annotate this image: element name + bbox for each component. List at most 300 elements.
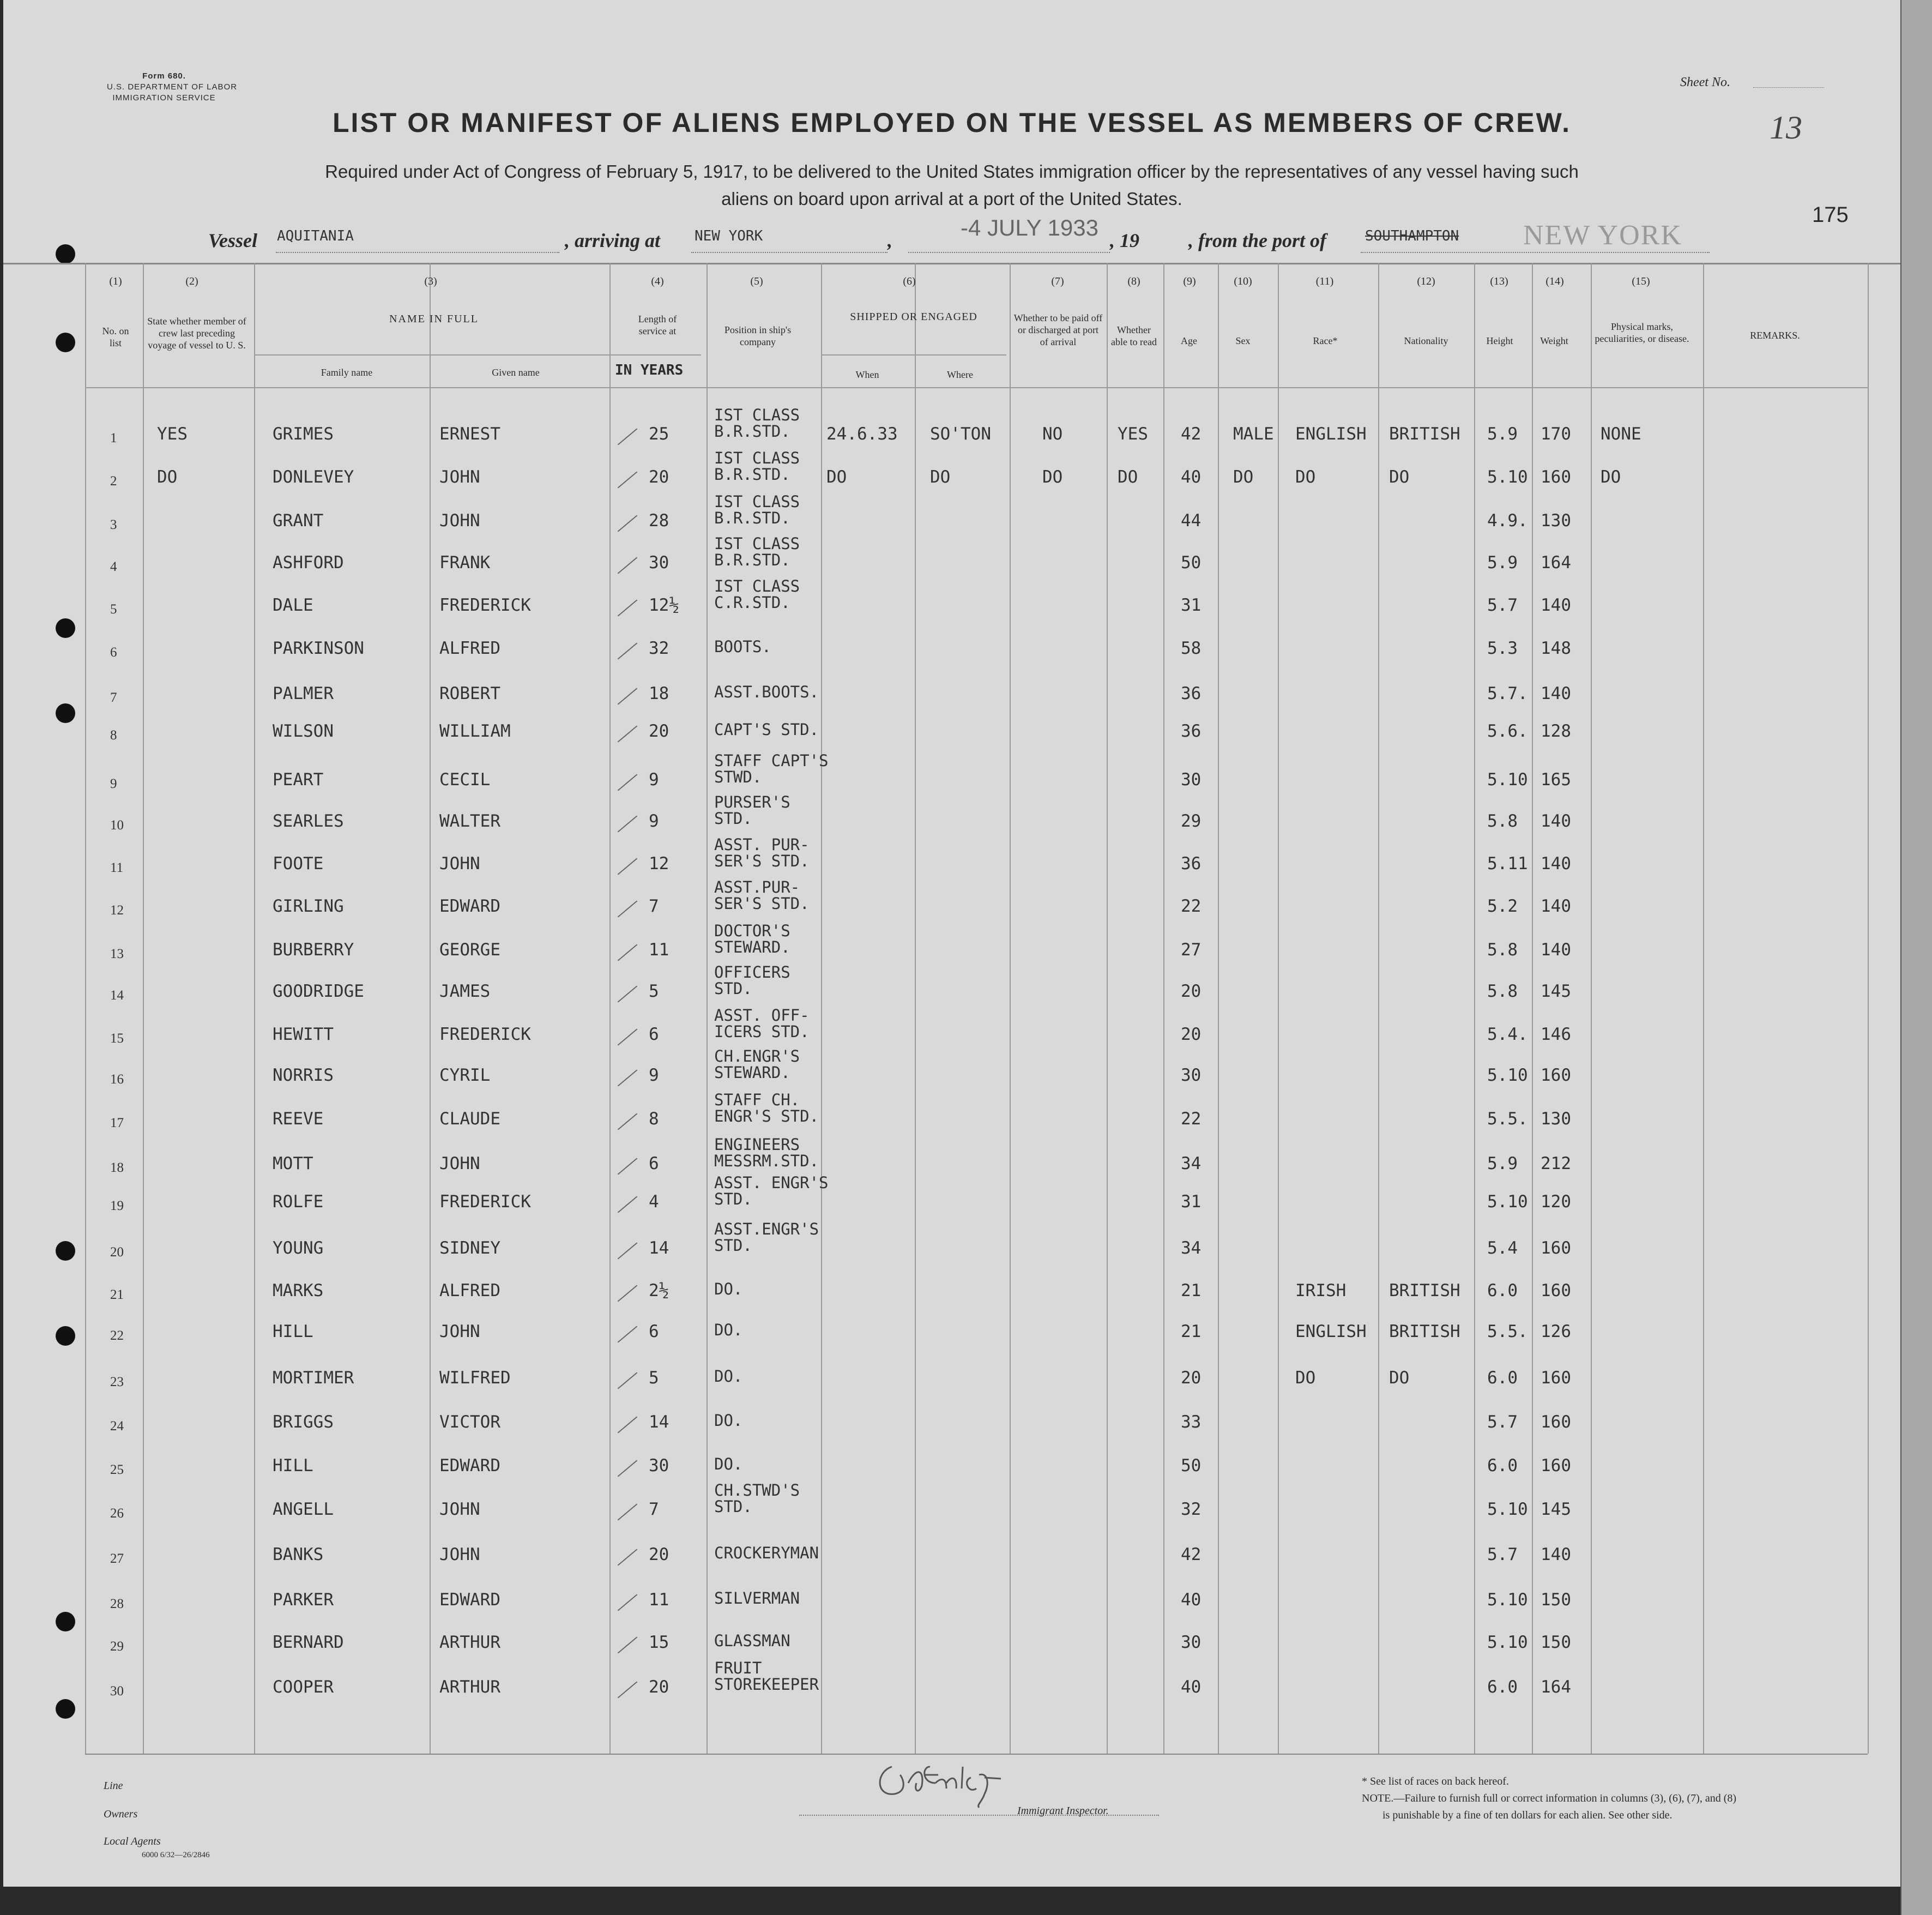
hdr-in-years: IN YEARS [615,362,684,378]
row-line-number: 16 [110,1072,124,1087]
service-tick-mark [618,1503,638,1520]
row-given: JAMES [439,981,491,1001]
hdr-sex: Sex [1235,335,1251,346]
hdr-nationality: Nationality [1404,335,1448,346]
row-position: STAFF CAPT'S STWD. [714,751,829,786]
row-line-number: 19 [110,1199,124,1213]
row-position: CH.ENGR'S STEWARD. [714,1047,800,1082]
row-height: 6.0 [1487,1368,1518,1388]
row-age: 33 [1181,1412,1202,1432]
hdr-family-name: Family name [321,367,373,378]
row-when: 24.6.33 [826,424,898,444]
hdr-shipped: SHIPPED OR ENGAGED [850,311,977,323]
footer-line-label: Line [104,1780,123,1792]
row-weight: 128 [1541,721,1571,741]
row-given: ROBERT [439,684,500,703]
row-given: FREDERICK [439,1192,531,1212]
hdr-remarks: REMARKS. [1750,330,1800,341]
row-weight: 145 [1541,1500,1571,1519]
row-age: 42 [1181,424,1202,444]
row-family: COOPER [273,1677,334,1697]
row-family: HILL [273,1322,313,1341]
row-age: 32 [1181,1500,1202,1519]
service-tick-mark [618,774,638,791]
row-family: GOODRIDGE [273,981,364,1001]
row-height: 5.10 [1487,1500,1528,1519]
col-num-2: (2) [185,275,198,287]
row-family: NORRIS [273,1065,334,1085]
row-line-number: 29 [110,1639,124,1654]
row-service: 12½ [649,595,679,615]
service-tick-mark [618,1242,638,1259]
row-weight: 140 [1541,854,1571,874]
row-line-number: 4 [110,559,117,574]
punch-hole [56,333,75,352]
row-age: 36 [1181,684,1202,703]
service-tick-mark [618,428,638,445]
row-read: DO [1118,467,1138,487]
row-position: CAPT'S STD. [714,720,819,739]
subtitle-line-2: aliens on board upon arrival at a port of the United States. [721,189,1182,209]
row-position: DOCTOR'S STEWARD. [714,922,790,956]
row-position: ASST.BOOTS. [714,683,819,701]
row-service: 11 [649,1590,669,1610]
row-family: ASHFORD [273,553,344,573]
from-port-label: , from the port of [1188,230,1327,251]
row-weight: 160 [1541,1065,1571,1085]
row-race: IRISH [1295,1281,1347,1300]
row-position: DO. [714,1280,743,1298]
port-stamp: NEW YORK [1523,220,1682,251]
inspector-label: Immigrant Inspector. [1017,1805,1109,1817]
inspector-signature [870,1745,1012,1810]
row-age: 34 [1181,1238,1202,1258]
row-position: OFFICERS STD. [714,963,790,998]
sheet-handwritten-number: 13 [1770,110,1802,146]
row-height: 5.8 [1487,811,1518,831]
row-family: REEVE [273,1109,324,1129]
row-position: CH.STWD'S STD. [714,1481,800,1516]
col-num-4: (4) [651,275,664,287]
service-tick-mark [618,725,638,742]
vessel-dotline [276,252,559,253]
row-family: YOUNG [273,1238,324,1258]
column-rule [1163,263,1164,1754]
row-service: 5 [649,981,659,1001]
row-service: 9 [649,770,659,790]
row-race: DO [1295,1368,1316,1388]
row-position: GLASSMAN [714,1631,790,1650]
row-age: 20 [1181,1368,1202,1388]
form-id-block [107,71,238,104]
row-weight: 170 [1541,424,1571,444]
service-tick-mark [618,1028,638,1045]
row-prev: YES [157,424,188,444]
row-position: ASST.PUR- SER'S STD. [714,878,810,913]
row-family: MORTIMER [273,1368,354,1388]
row-given: CYRIL [439,1065,491,1085]
row-age: 36 [1181,721,1202,741]
row-height: 5.5. [1487,1322,1528,1341]
row-service: 18 [649,684,669,703]
col-num-15: (15) [1632,275,1650,287]
column-rule [430,263,431,1754]
row-age: 22 [1181,1109,1202,1129]
row-service: 9 [649,811,659,831]
column-rule [254,263,255,1754]
row-given: CECIL [439,770,491,790]
row-height: 5.9 [1487,1154,1518,1173]
row-age: 58 [1181,639,1202,658]
column-rule [609,263,611,1754]
row-weight: 160 [1541,1281,1571,1300]
date-stamp: -4 JULY 1933 [961,215,1098,240]
row-position: PURSER'S STD. [714,793,790,828]
row-service: 4 [649,1192,659,1212]
row-weight: 160 [1541,1238,1571,1258]
service-tick-mark [618,900,638,917]
service-tick-mark [618,471,638,488]
col-num-9: (9) [1183,275,1196,287]
row-family: FOOTE [273,854,324,874]
vessel-name: AQUITANIA [277,228,354,244]
service-tick-mark [618,1636,638,1653]
row-given: JOHN [439,1545,480,1564]
row-line-number: 2 [110,474,117,489]
service-tick-mark [618,1158,638,1175]
service-tick-mark [618,1681,638,1698]
row-height: 5.8 [1487,940,1518,960]
row-line-number: 21 [110,1287,124,1302]
row-race: ENGLISH [1295,424,1367,444]
row-height: 4.9. [1487,511,1528,531]
row-position: DO. [714,1367,743,1386]
row-given: CLAUDE [439,1109,500,1129]
page-title: LIST OR MANIFEST OF ALIENS EMPLOYED ON THE VESSEL AS MEMBERS OF CREW. [333,107,1571,138]
from-port: SOUTHAMPTON [1365,228,1459,244]
row-weight: 160 [1541,467,1571,487]
row-height: 5.7 [1487,1412,1518,1432]
sheet-no-label: Sheet No. [1680,75,1730,89]
row-line-number: 23 [110,1375,124,1389]
row-height: 5.9 [1487,424,1518,444]
service-tick-mark [618,599,638,616]
row-family: PARKINSON [273,639,364,658]
punch-hole [56,1241,75,1261]
manifest-sheet [3,0,1900,1887]
row-position: DO. [714,1455,743,1473]
row-race: ENGLISH [1295,1322,1367,1341]
row-line-number: 26 [110,1506,124,1521]
col-num-13: (13) [1490,275,1508,287]
hdr-state-member: State whether member of crew last preceding voyage of vessel to U. S. [147,316,246,351]
row-service: 7 [649,896,659,916]
row-nat: BRITISH [1389,1322,1460,1341]
service-tick-mark [618,642,638,659]
header-bottom-rule [85,387,1868,388]
column-rule [821,263,822,1754]
row-family: MOTT [273,1154,313,1173]
row-given: FREDERICK [439,1025,531,1044]
row-position: STAFF CH. ENGR'S STD. [714,1091,819,1125]
row-age: 36 [1181,854,1202,874]
row-line-number: 20 [110,1245,124,1260]
row-height: 5.7 [1487,1545,1518,1564]
col-num-3: (3) [424,275,437,287]
row-service: 14 [649,1238,669,1258]
row-nat: DO [1389,467,1410,487]
row-position: DO. [714,1321,743,1339]
row-given: JOHN [439,1154,480,1173]
form-number: Form 680. [142,71,186,81]
column-rule [707,263,708,1754]
column-rule [1703,263,1704,1754]
hdr-paid-off: Whether to be paid off or discharged at port of arrival [1013,312,1103,347]
row-given: FREDERICK [439,595,531,615]
service-tick-mark [618,1069,638,1086]
row-line-number: 11 [110,860,124,875]
row-height: 5.7 [1487,595,1518,615]
column-rule [1532,263,1533,1754]
row-service: 11 [649,940,669,960]
row-height: 5.8 [1487,981,1518,1001]
row-given: WILFRED [439,1368,511,1388]
row-height: 5.2 [1487,896,1518,916]
row-line-number: 8 [110,728,117,743]
column-rule [1591,263,1592,1754]
service-tick-mark [618,557,638,574]
row-age: 20 [1181,981,1202,1001]
row-given: JOHN [439,511,480,531]
row-family: WILSON [273,721,334,741]
row-line-number: 15 [110,1031,124,1046]
punch-hole [56,1612,75,1631]
row-service: 15 [649,1633,669,1652]
row-service: 8 [649,1109,659,1129]
row-family: PALMER [273,684,334,703]
row-paid: NO [1042,424,1063,444]
row-given: FRANK [439,553,491,573]
column-rule [1010,263,1011,1754]
row-age: 31 [1181,1192,1202,1212]
row-service: 20 [649,467,669,487]
row-given: JOHN [439,854,480,874]
service-tick-mark [618,515,638,532]
name-subhead-rule [254,354,701,356]
column-rule [1278,263,1279,1754]
footer-local-agents-label: Local Agents [104,1835,161,1847]
row-weight: 150 [1541,1590,1571,1610]
vessel-label: Vessel [208,230,257,251]
row-nat: BRITISH [1389,1281,1460,1300]
punch-hole [56,1699,75,1719]
column-rule [1474,263,1475,1754]
row-weight: 160 [1541,1456,1571,1476]
row-position: CROCKERYMAN [714,1544,819,1562]
service-tick-mark [618,944,638,961]
row-line-number: 7 [110,690,117,705]
row-position: ASST. OFF- ICERS STD. [714,1006,810,1041]
punch-hole [56,244,75,264]
row-weight: 130 [1541,511,1571,531]
service-tick-mark [618,688,638,704]
row-service: 2½ [649,1281,669,1300]
row-given: ARTHUR [439,1633,500,1652]
row-age: 40 [1181,1590,1202,1610]
port-dotline [1361,252,1710,253]
row-position: IST CLASS B.R.STD. [714,534,800,569]
row-line-number: 30 [110,1684,124,1699]
row-service: 12 [649,854,669,874]
row-position: IST CLASS B.R.STD. [714,406,800,441]
sheet-no-line [1753,87,1824,88]
col-num-7: (7) [1051,275,1064,287]
row-weight: 140 [1541,1545,1571,1564]
arriving-port: NEW YORK [695,228,763,244]
row-family: BRIGGS [273,1412,334,1432]
row-service: 14 [649,1412,669,1432]
comma-label: , [887,230,892,251]
row-service: 9 [649,1065,659,1085]
row-given: ARTHUR [439,1677,500,1697]
service-tick-mark [618,1196,638,1213]
row-age: 34 [1181,1154,1202,1173]
row-family: BERNARD [273,1633,344,1652]
hdr-weight: Weight [1540,335,1568,346]
hdr-when: When [855,369,879,380]
row-family: ROLFE [273,1192,324,1212]
row-service: 5 [649,1368,659,1388]
row-age: 50 [1181,1456,1202,1476]
service-tick-mark [618,1549,638,1565]
row-weight: 145 [1541,981,1571,1001]
row-line-number: 3 [110,517,117,532]
row-given: ALFRED [439,639,500,658]
row-service: 6 [649,1025,659,1044]
hdr-no-on-list: No. on list [102,326,129,348]
row-line-number: 5 [110,602,117,617]
row-position: IST CLASS B.R.STD. [714,449,800,484]
row-age: 21 [1181,1281,1202,1300]
row-height: 5.4 [1487,1238,1518,1258]
row-age: 21 [1181,1322,1202,1341]
row-line-number: 24 [110,1419,124,1434]
department: U.S. DEPARTMENT OF LABOR [107,82,238,92]
row-age: 29 [1181,811,1202,831]
row-age: 31 [1181,595,1202,615]
row-family: SEARLES [273,811,344,831]
row-weight: 164 [1541,553,1571,573]
row-service: 20 [649,1545,669,1564]
service-tick-mark [618,1326,638,1342]
punch-hole [56,1326,75,1346]
row-position: BOOTS. [714,637,771,656]
row-sex: MALE [1233,424,1274,444]
row-height: 6.0 [1487,1677,1518,1697]
subtitle-line-1: Required under Act of Congress of February 5, 1917, to be delivered to the United States immigration officer by the representatives of any vessel having such [325,161,1579,182]
hdr-race: Race* [1313,335,1338,346]
row-family: PEART [273,770,324,790]
row-position: IST CLASS B.R.STD. [714,492,800,527]
row-where: SO'TON [930,424,991,444]
col-num-10: (10) [1234,275,1252,287]
row-marks: DO [1601,467,1621,487]
row-given: SIDNEY [439,1238,500,1258]
service-tick-mark [618,985,638,1002]
row-line-number: 6 [110,645,117,660]
row-position: ENGINEERS MESSRM.STD. [714,1135,819,1170]
row-weight: 146 [1541,1025,1571,1044]
column-rule [915,263,916,1754]
row-age: 40 [1181,1677,1202,1697]
row-height: 5.4. [1487,1025,1528,1044]
row-weight: 140 [1541,896,1571,916]
hdr-given-name: Given name [492,367,540,378]
col-num-5: (5) [750,275,763,287]
row-family: BURBERRY [273,940,354,960]
row-height: 5.11 [1487,854,1528,874]
row-weight: 160 [1541,1412,1571,1432]
row-service: 30 [649,1456,669,1476]
row-height: 5.5. [1487,1109,1528,1129]
row-where: DO [930,467,951,487]
row-line-number: 18 [110,1160,124,1175]
row-marks: NONE [1601,424,1641,444]
row-height: 5.10 [1487,1065,1528,1085]
hdr-physical-marks: Physical marks, peculiarities, or disease. [1595,321,1689,344]
shipped-subhead-rule [821,354,1006,356]
row-position: DO. [714,1411,743,1430]
row-given: VICTOR [439,1412,500,1432]
row-given: WALTER [439,811,500,831]
row-line-number: 22 [110,1328,124,1343]
row-height: 5.10 [1487,1590,1528,1610]
row-service: 20 [649,721,669,741]
row-height: 5.3 [1487,639,1518,658]
row-height: 5.7. [1487,684,1528,703]
footnote-note-line-1: NOTE.—Failure to furnish full or correct information in columns (3), (6), (7), and (8) [1362,1792,1737,1804]
row-age: 42 [1181,1545,1202,1564]
service-tick-mark [618,1460,638,1477]
row-age: 40 [1181,467,1202,487]
hdr-position: Position in ship's company [724,324,792,347]
row-paid: DO [1042,467,1063,487]
row-service: 28 [649,511,669,531]
row-position: SILVERMAN [714,1589,800,1607]
row-line-number: 9 [110,776,117,791]
column-rule [1868,263,1869,1754]
row-position: ASST. ENGR'S STD. [714,1173,829,1208]
row-family: MARKS [273,1281,324,1300]
row-when: DO [826,467,847,487]
col-num-8: (8) [1127,275,1140,287]
col-num-11: (11) [1315,275,1334,287]
row-weight: 120 [1541,1192,1571,1212]
service-tick-mark [618,858,638,875]
hdr-name-in-full: NAME IN FULL [389,313,479,325]
row-service: 7 [649,1500,659,1519]
row-age: 27 [1181,940,1202,960]
row-family: PARKER [273,1590,334,1610]
col-num-12: (12) [1417,275,1435,287]
column-rule [85,263,86,1754]
row-line-number: 17 [110,1116,124,1130]
page-edge [1900,0,1932,1915]
row-weight: 150 [1541,1633,1571,1652]
date-dotline [908,252,1110,253]
row-service: 32 [649,639,669,658]
row-given: ERNEST [439,424,500,444]
